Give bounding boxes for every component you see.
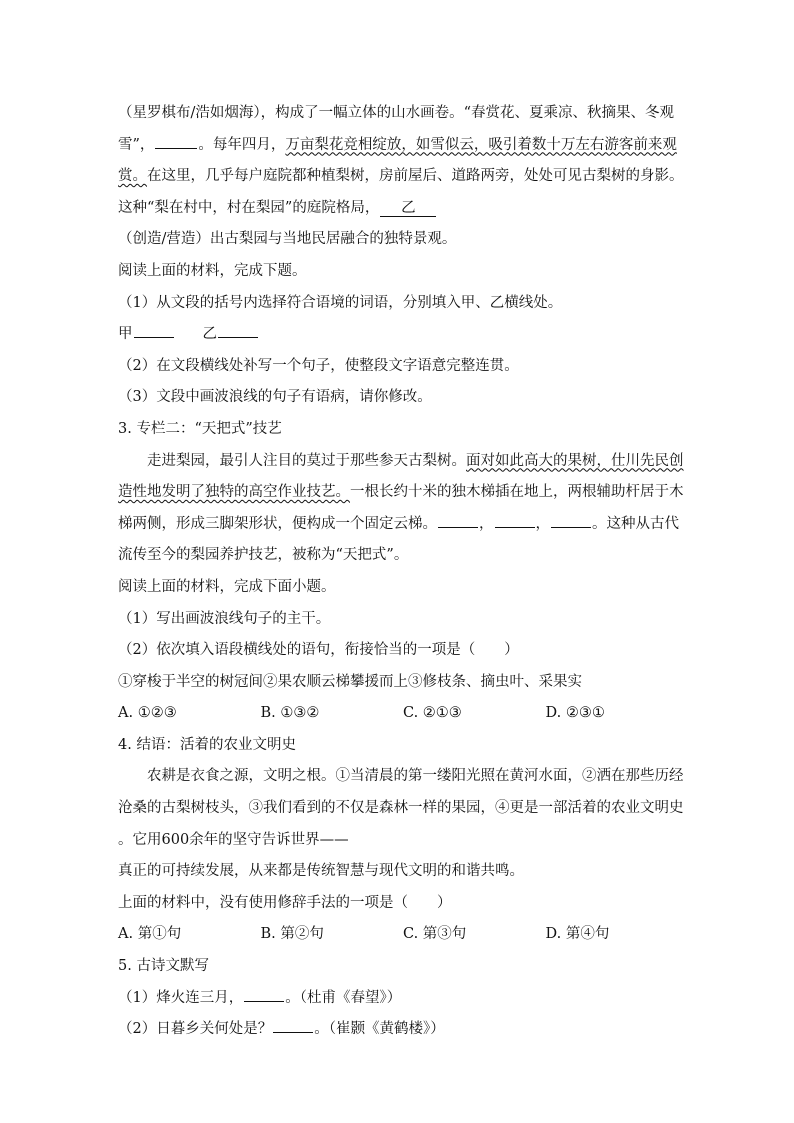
label-jia: 甲 bbox=[118, 326, 133, 343]
sub-question: （1）写出画波浪线句子的主干。 bbox=[118, 610, 331, 627]
answer-blank[interactable] bbox=[155, 132, 197, 149]
text: （创造/营造）出古梨园与当地民居融合的独特景观。 bbox=[118, 231, 457, 248]
answer-blank[interactable] bbox=[244, 985, 284, 1002]
text: 。每年四月， bbox=[198, 136, 286, 153]
paragraph-line bbox=[118, 161, 688, 193]
label-yi: 乙 bbox=[202, 326, 217, 343]
option-c[interactable]: C. ②①③ bbox=[403, 705, 462, 722]
text: ， bbox=[479, 515, 494, 532]
answer-blank-jia[interactable] bbox=[134, 321, 174, 338]
section-title: 4. 结语：活着的农业文明史 bbox=[118, 736, 296, 753]
text: 一根长约十米的独木梯插在地上，两根辅助杆居于木 bbox=[350, 484, 684, 501]
answer-blank[interactable] bbox=[551, 511, 591, 528]
sub-question: （3）文段中画波浪线的句子有语病，请你修改。 bbox=[118, 389, 432, 406]
paragraph-line bbox=[118, 477, 688, 509]
choice-items: ①穿梭于半空的树冠间②果农顺云梯攀援而上③修枝条、摘虫叶、采果实 bbox=[118, 673, 582, 690]
text: （星罗棋布/浩如烟海），构成了一幅立体的山水画卷。“春赏花、夏乘凉、秋摘果、冬观 bbox=[118, 105, 675, 121]
paragraph-line: 农耕是衣食之源，文明之根。①当清晨的第一缕阳光照在黄河水面，②洒在那些历经 bbox=[147, 768, 684, 785]
sub-question: （2）依次填入语段横线处的语句，衔接恰当的一项是（ ） bbox=[118, 642, 519, 659]
wavy-underlined-sentence: 造性地发明了独特的高空作业技艺。 bbox=[118, 484, 350, 501]
answer-blank-yi-input[interactable] bbox=[218, 321, 258, 338]
paragraph-line: 沧桑的古梨树枝头，③我们看到的不仅是森林一样的果园，④更是一部活着的农业文明史 bbox=[118, 800, 684, 817]
text: （2）日暮乡关何处是？ bbox=[118, 1021, 273, 1038]
text: ， bbox=[535, 515, 550, 532]
paragraph-line bbox=[118, 509, 688, 541]
sub-question: （2）在文段横线处补写一个句子，使整段文字语意完整连贯。 bbox=[118, 357, 519, 374]
text: 走进梨园，最引人注目的莫过于那些参天古梨树。 bbox=[147, 452, 466, 469]
answer-blank[interactable] bbox=[438, 511, 478, 528]
option-b[interactable]: B. ①③② bbox=[260, 705, 320, 722]
question-prompt: 阅读上面的材料，完成下面小题。 bbox=[118, 578, 336, 595]
options-row bbox=[118, 698, 688, 730]
text: 。这种从古代 bbox=[592, 515, 679, 532]
option-c[interactable]: C. 第③句 bbox=[403, 926, 467, 943]
text: 在这里，几乎每户庭院都种植梨树，房前屋后、道路两旁，处处可见古梨树的身影。 bbox=[147, 168, 684, 185]
paragraph-line: 真正的可持续发展，从来都是传统智慧与现代文明的和谐共鸣。 bbox=[118, 863, 524, 880]
paragraph-line bbox=[118, 193, 688, 225]
text: 。（崔颢《黄鹤楼》） bbox=[314, 1021, 445, 1038]
answer-blank[interactable] bbox=[495, 511, 535, 528]
text: 雪”， bbox=[118, 136, 155, 153]
paragraph-line: 。它用600余年的坚守告诉世界—— bbox=[118, 831, 349, 848]
question-prompt: 阅读上面的材料，完成下题。 bbox=[118, 262, 307, 279]
section-title: 5. 古诗文默写 bbox=[118, 958, 209, 975]
options-row bbox=[118, 919, 688, 951]
option-a[interactable]: A. 第①句 bbox=[118, 926, 182, 943]
text: 。（杜甫《春望》） bbox=[285, 989, 402, 1006]
option-d[interactable]: D. 第④句 bbox=[545, 926, 610, 943]
option-d[interactable]: D. ②③① bbox=[545, 705, 605, 722]
option-a[interactable]: A. ①②③ bbox=[118, 705, 177, 722]
paragraph-line bbox=[118, 446, 688, 478]
question-prompt: 上面的材料中，没有使用修辞手法的一项是（ ） bbox=[118, 894, 452, 911]
sub-question bbox=[118, 983, 688, 1015]
answer-blank[interactable] bbox=[273, 1016, 313, 1033]
wavy-underlined-sentence: 赏。 bbox=[118, 168, 147, 185]
answer-line bbox=[118, 319, 688, 351]
sub-question: （1）从文段的括号内选择符合语境的词语，分别填入甲、乙横线处。 bbox=[118, 294, 563, 311]
option-b[interactable]: B. 第②句 bbox=[260, 926, 324, 943]
wavy-underlined-sentence: 面对如此高大的果树，仕川先民创 bbox=[466, 452, 684, 469]
exam-page bbox=[118, 98, 688, 1046]
sub-question bbox=[118, 1014, 688, 1046]
wavy-underlined-sentence: 万亩梨花竞相绽放，如雪似云，吸引着数十万左右游客前来观 bbox=[285, 136, 677, 153]
paragraph-line bbox=[118, 130, 688, 162]
answer-blank-yi[interactable]: 乙 bbox=[380, 200, 436, 217]
paragraph-line bbox=[118, 98, 688, 130]
text: 这种“梨在村中，村在梨园”的庭院格局， bbox=[118, 199, 380, 216]
text: 梯两侧，形成三脚架形状，便构成一个固定云梯。 bbox=[118, 515, 437, 532]
paragraph-line bbox=[118, 224, 688, 256]
paragraph-line: 流传至今的梨园养护技艺，被称为“天把式”。 bbox=[118, 547, 409, 564]
text: （1）烽火连三月， bbox=[118, 989, 244, 1006]
section-title: 3. 专栏二：“天把式”技艺 bbox=[118, 420, 282, 437]
